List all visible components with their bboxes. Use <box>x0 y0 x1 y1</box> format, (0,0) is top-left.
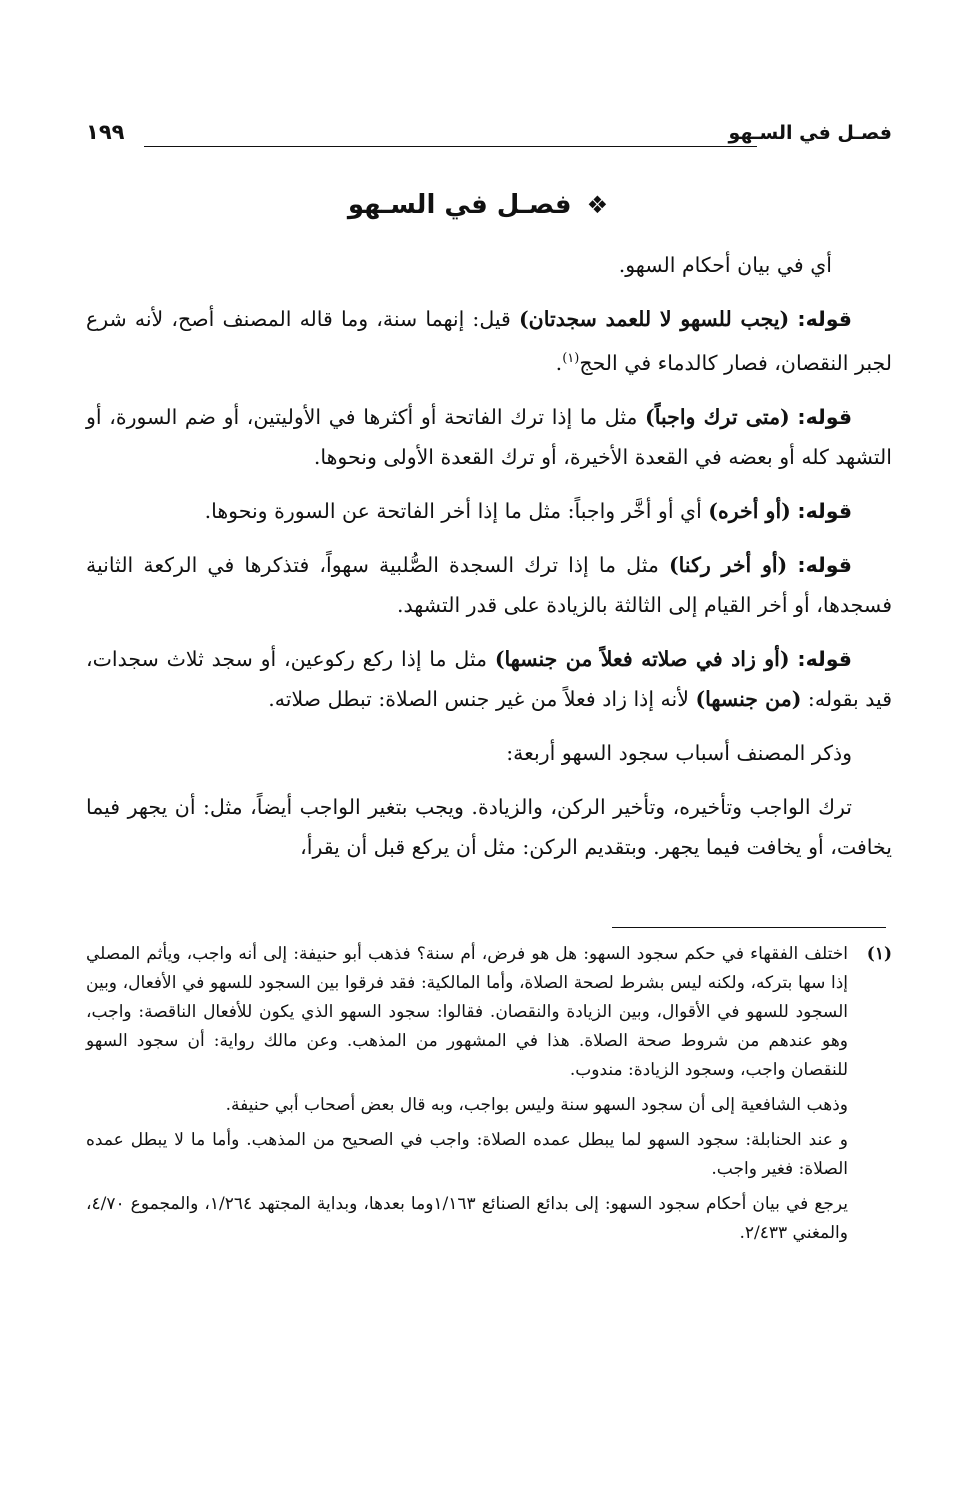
footnote-hanbali: و عند الحنابلة: سجود السهو لما يبطل عمده الصلاة: واجب في الصحيح من المذهب. وأما ما لا يبطل عمده الصلاة: فغير واجب. <box>86 1130 848 1179</box>
ornament-icon: ❖ <box>586 191 609 219</box>
keyword-qawluh: قوله: <box>797 646 852 671</box>
commentary-text: مثل ما إذا ترك السجدة الصُّلبية سهواً، فتذكرها في الركعة الثانية فسجدها، أو أخر القيام إلى الثالثة بالزيادة على قدر التشهد. <box>86 552 892 617</box>
paragraph-4 <box>86 545 892 625</box>
footnote-ref: (١) <box>562 351 580 366</box>
running-title: فصـل في السـهو <box>728 122 892 144</box>
footnote-text: اختلف الفقهاء في حكم سجود السهو: هل هو فرض، أم سنة؟ فذهب أبو حنيفة: إلى أنه واجب، ويأثم المصلي إذا سها بتركه، ولكنه ليس بشرط لصحة الصلاة، وأما المالكية: فقد فرقوا بين السجود للسهو في الأفعال، وبين السجود للسهو في الأقوال، وبين الزيادة والنقصان. فقالوا: سجود السهو الذي يكون للأفعال الناقصة: واجب، وهو عندهم من شروط صحة الصلاة. هذا في المشهور من المذهب. وعن مالك رواية: أن سجود السهو للنقصان واجب، وسجود الزيادة: مندوب. <box>86 944 848 1080</box>
running-header <box>86 118 892 158</box>
section-heading <box>0 190 956 220</box>
paragraph-3 <box>86 491 892 531</box>
footnotes <box>86 940 892 1254</box>
footnote-number: (١) <box>866 944 892 964</box>
quoted-text: (متى ترك واجباً) <box>645 404 790 429</box>
commentary-text-2: لأنه إذا زاد فعلاً من غير جنس الصلاة: تبطل صلاته. <box>268 686 696 711</box>
paragraph-5 <box>86 639 892 719</box>
paragraph-2 <box>86 397 892 477</box>
paragraph-6: وذكر المصنف أسباب سجود السهو أربعة: <box>506 740 852 765</box>
header-rule <box>144 146 757 147</box>
keyword-qawluh: قوله: <box>797 498 852 523</box>
keyword-qawluh: قوله: <box>797 404 852 429</box>
quoted-text: (أو أخر ركنا) <box>668 552 788 577</box>
commentary-text: مثل ما إذا ركع ركوعين، أو سجد ثلاث سجدات، قيد بقوله: <box>86 646 892 711</box>
keyword-qawluh: قوله: <box>797 552 852 577</box>
quoted-text: (يجب للسهو لا للعمد سجدتان) <box>518 307 790 331</box>
paragraph-7: ترك الواجب وتأخيره، وتأخير الركن، والزيادة. ويجب بتغير الواجب أيضاً، مثل: أن يجهر فيما يخافت، أو يخافت فيما يجهر. وبتقديم الركن: مثل أن يركع قبل أن يقرأ، <box>86 794 892 859</box>
main-text <box>86 245 892 881</box>
commentary-text: مثل ما إذا ترك الفاتحة أو أكثرها في الأوليتين، أو ضم السورة، أو التشهد كله أو بعضه في القعدة الأخيرة، أو ترك القعدة الأولى ونحوها. <box>86 404 892 469</box>
paragraph-1 <box>86 299 892 383</box>
keyword-qawluh: قوله: <box>797 307 852 331</box>
commentary-text: قيل: إنهما سنة، وما قاله المصنف أصح، لأنه شرع لجبر النقصان، فصار كالدماء في الحج <box>86 307 892 375</box>
footnote-rule <box>612 927 886 928</box>
quoted-text-2: (من جنسها) <box>695 686 802 711</box>
quoted-text: (أو زاد في صلاته فعلاً من جنسها) <box>494 646 790 671</box>
paragraph-intro: أي في بيان أحكام السهو. <box>618 253 832 277</box>
section-title: فصـل في السـهو <box>347 190 572 220</box>
sentence-end: . <box>555 350 563 375</box>
commentary-text: أي أو أخَّر واجباً: مثل ما إذا أخر الفاتحة عن السورة ونحوها. <box>204 498 709 523</box>
footnote-shafii: وذهب الشافعية إلى أن سجود السهو سنة وليس بواجب، وبه قال بعض أصحاب أبي حنيفة. <box>225 1095 848 1115</box>
page-number: ١٩٩ <box>86 120 125 144</box>
quoted-text: (أو أخره) <box>708 498 791 523</box>
footnote-references: يرجع في بيان أحكام سجود السهو: إلى بدائع الصنائع ١/١٦٣وما بعدها، وبداية المجتهد ١/٢٦٤، والمجموع ٤/٧٠، والمغني ٢/٤٣٣. <box>86 1194 848 1243</box>
footnote-1 <box>86 940 892 1085</box>
